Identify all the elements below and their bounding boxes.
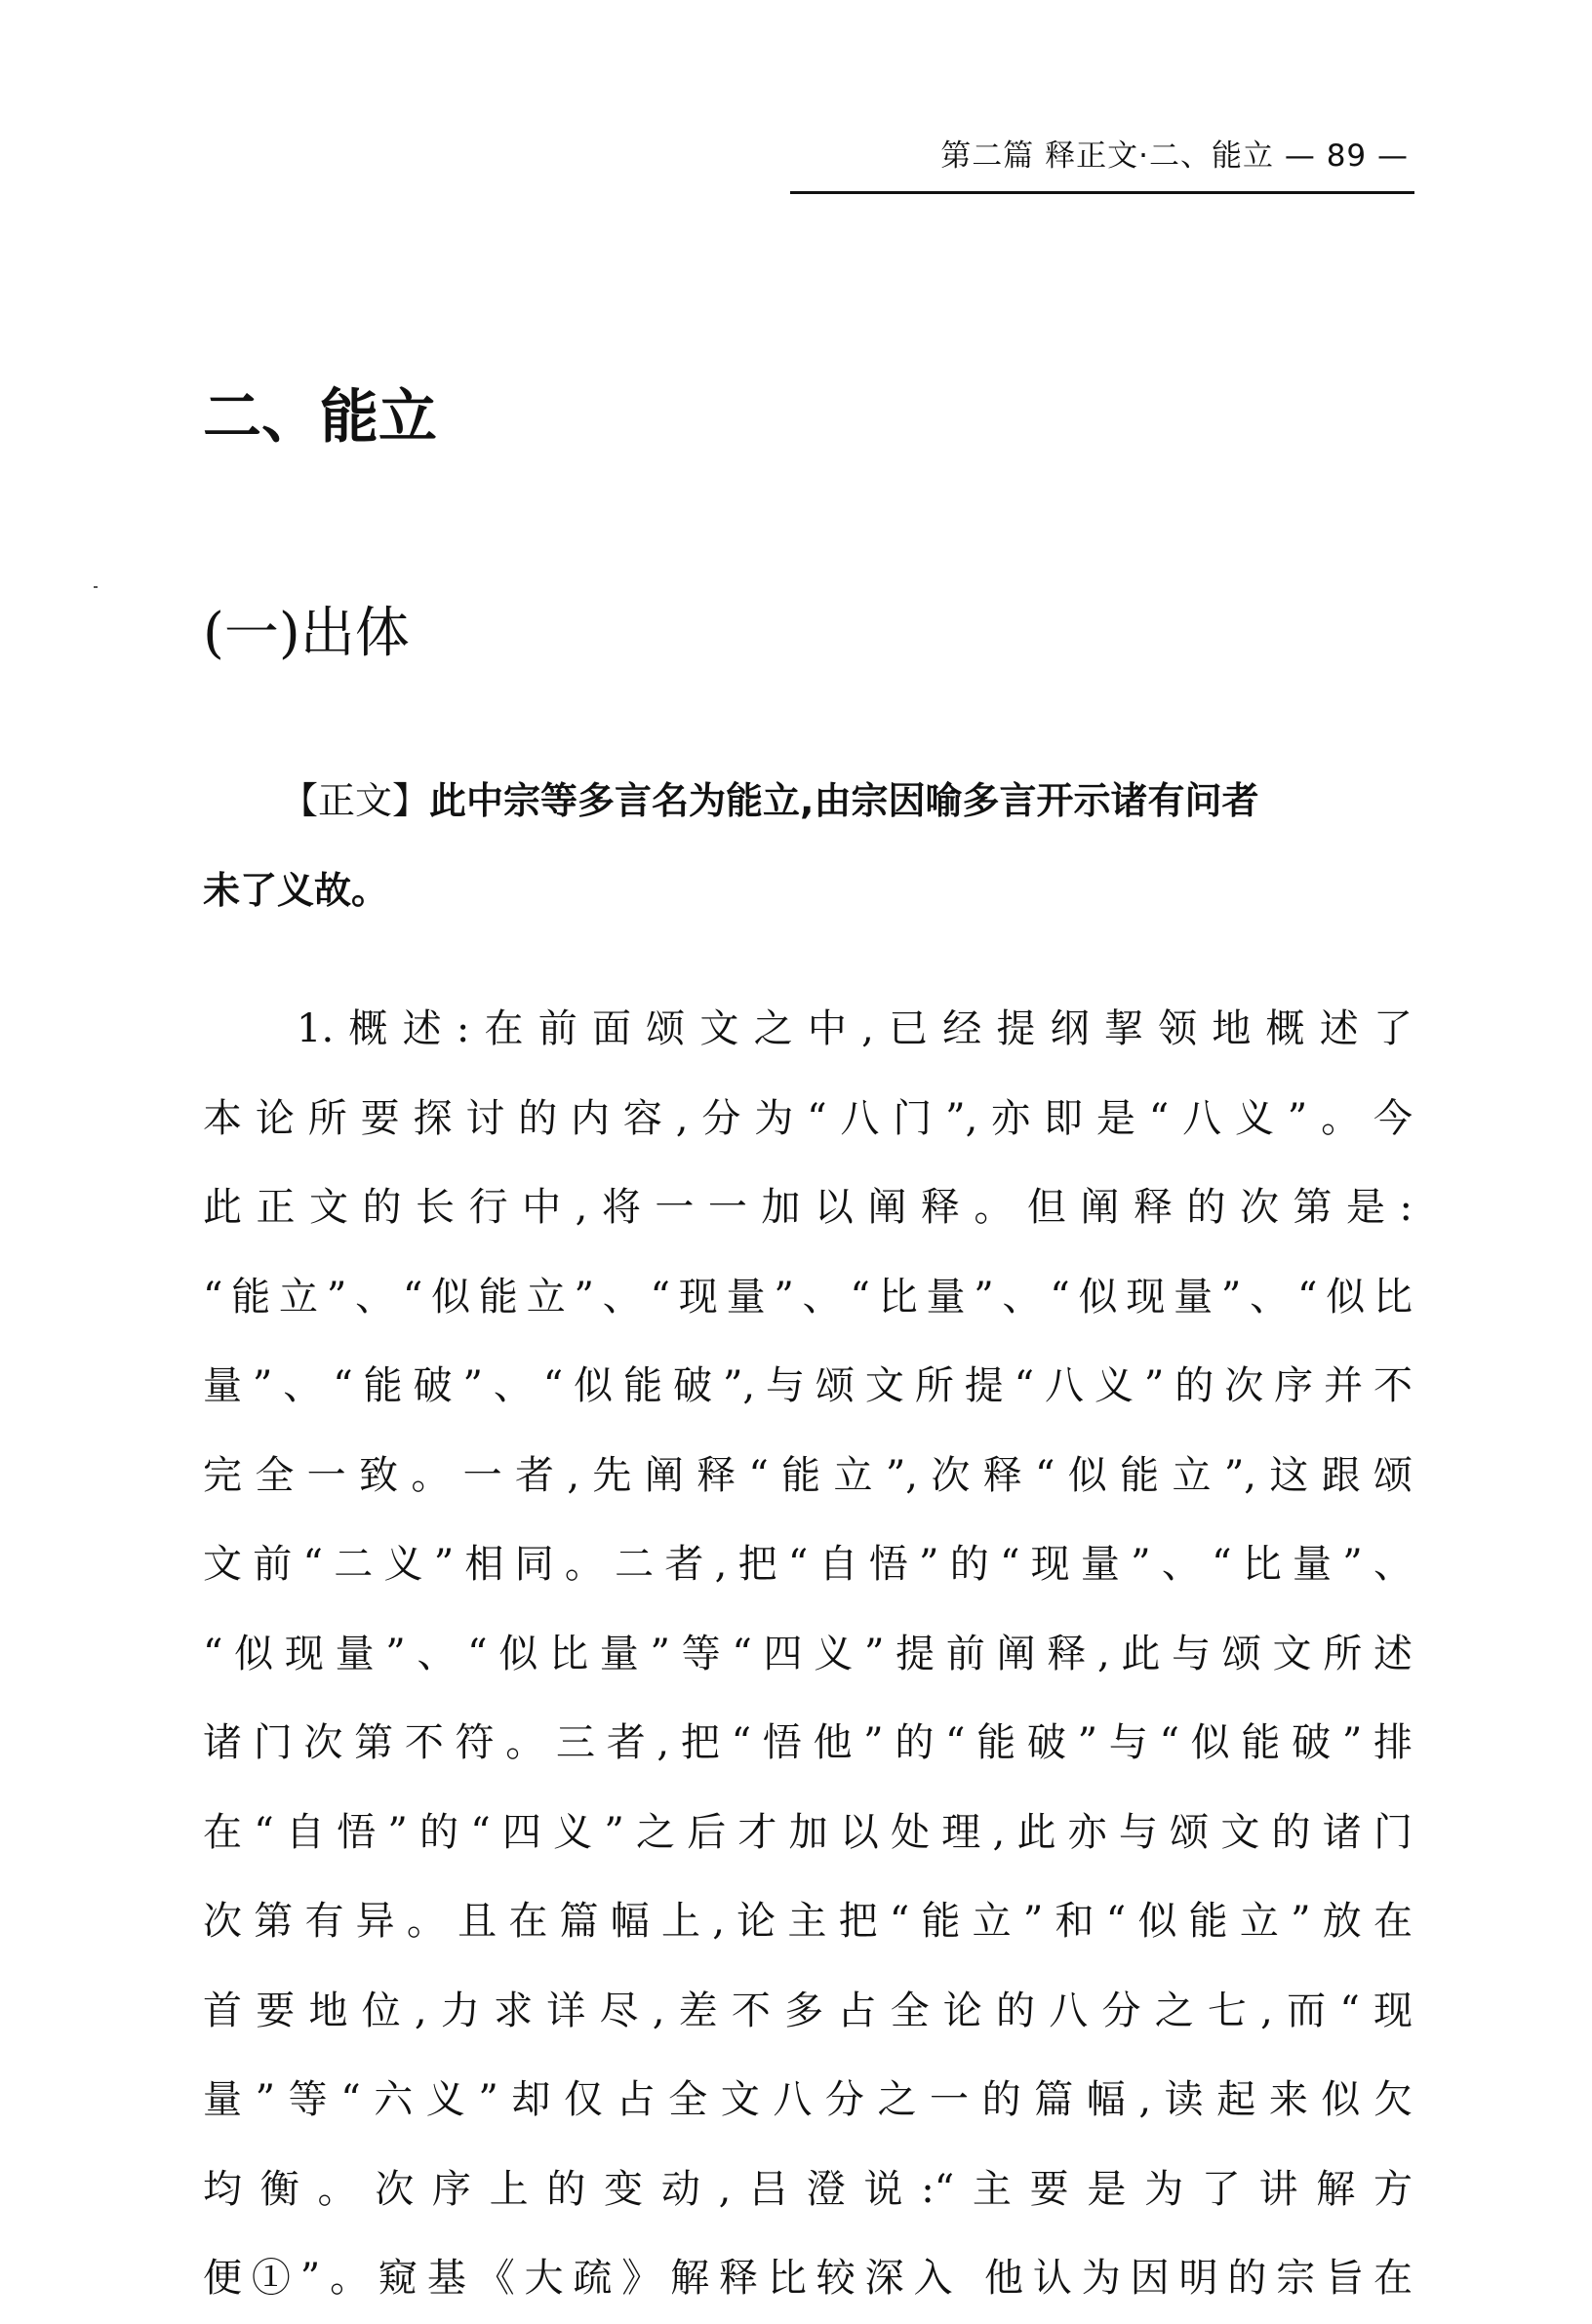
commentary-line: 1.概述:在前面颂文之中,已经提纲挈领地概述了 xyxy=(297,1006,1413,1051)
passage-label: 【正文】 xyxy=(281,779,430,822)
commentary-line: 完全一致。一者,先阐释“能立”,次释“似能立”,这跟颂 xyxy=(203,1452,1413,1498)
commentary-line: “能立”、“似能立”、“现量”、“比量”、“似现量”、“似比 xyxy=(203,1274,1413,1320)
running-header xyxy=(790,137,1414,194)
section-title: 二、能立 xyxy=(203,383,437,452)
commentary-line: 均衡。次序上的变动,吕澄说:“主要是为了讲解方 xyxy=(203,2166,1413,2212)
commentary-line: 本论所要探讨的内容,分为“八门”,亦即是“八义”。今 xyxy=(203,1095,1413,1141)
running-header-text: 第二篇 释正文·二、能立 — 89 — xyxy=(940,138,1409,174)
subsection-title: (一)出体 xyxy=(203,602,410,665)
commentary-line: 诸门次第不符。三者,把“悟他”的“能破”与“似能破”排 xyxy=(203,1720,1413,1765)
commentary-line: “似现量”、“似比量”等“四义”提前阐释,此与颂文所述 xyxy=(203,1631,1413,1676)
commentary-line: 量”等“六义”却仅占全文八分之一的篇幅,读起来似欠 xyxy=(203,2077,1413,2122)
commentary-line: 便①”。窥基《大疏》解释比较深入 他认为因明的宗旨在 xyxy=(203,2256,1413,2301)
main-text-passage xyxy=(203,756,1413,935)
commentary-line: 首要地位,力求详尽,差不多占全论的八分之七,而“现 xyxy=(203,1988,1413,2033)
commentary-line: 量”、“能破”、“似能破”,与颂文所提“八义”的次序并不 xyxy=(203,1363,1413,1408)
scan-speck xyxy=(94,586,98,588)
commentary-line: 此正文的长行中,将一一加以阐释。但阐释的次第是: xyxy=(203,1185,1413,1230)
commentary-line: 文前“二义”相同。二者,把“自悟”的“现量”、“比量”、 xyxy=(203,1542,1413,1587)
passage-line xyxy=(203,756,1413,846)
commentary-line: 次第有异。且在篇幅上,论主把“能立”和“似能立”放在 xyxy=(203,1899,1413,1944)
passage-text: 此中宗等多言名为能立,由宗因喻多言开示诸有问者 xyxy=(429,779,1259,822)
passage-line: 未了义故。 xyxy=(203,869,389,912)
commentary-line: 在“自悟”的“四义”之后才加以处理,此亦与颂文的诸门 xyxy=(203,1809,1413,1855)
commentary-paragraph xyxy=(203,985,1413,2324)
